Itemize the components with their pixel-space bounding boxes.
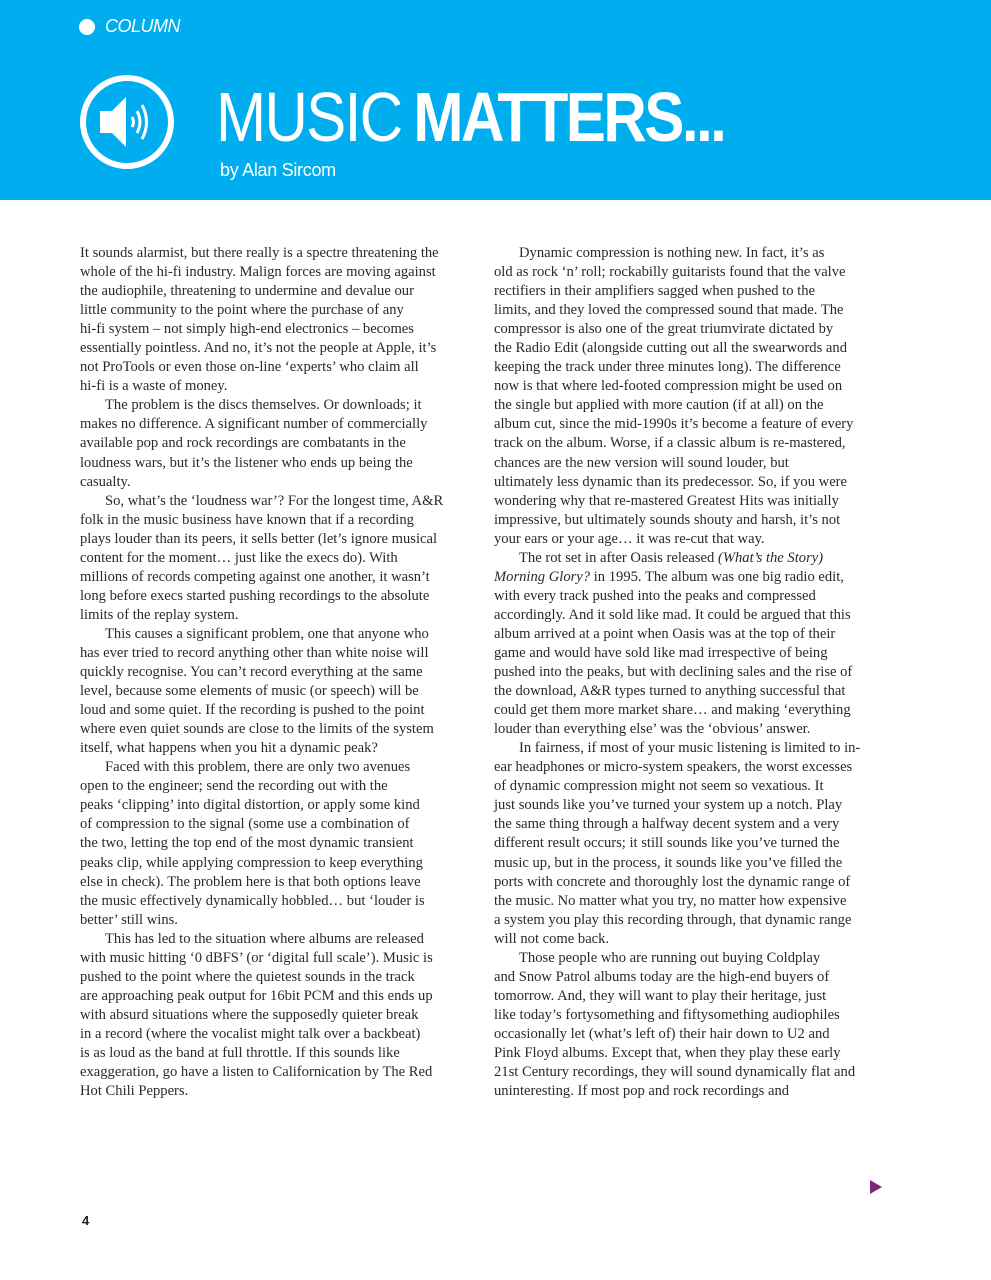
italic-title: Morning Glory? <box>494 568 591 585</box>
byline: by Alan Sircom <box>220 160 336 180</box>
text-line: uninteresting. If most pop and rock recordings and <box>494 1083 790 1100</box>
text-line: your ears or your age… it was re-cut that way. <box>494 530 765 547</box>
text-line: just sounds like you’ve turned your system up a notch. Play <box>494 797 843 814</box>
column-header <box>0 0 991 200</box>
text-line: In fairness, if most of your music listening is limited to in- <box>519 740 861 757</box>
text-line: loud and some quiet. If the recording is pushed to the point <box>80 702 425 719</box>
text-line: the Radio Edit (alongside cutting out all the swearwords and <box>494 340 848 357</box>
article-paragraph <box>494 549 894 739</box>
text-line: long before execs started pushing recordings to the absolute <box>80 587 430 604</box>
article-paragraph <box>80 930 480 1101</box>
text-line: could get them more market share… and making ‘everything <box>494 702 851 719</box>
text-line: the music. No matter what you try, no matter how expensive <box>494 892 847 909</box>
text-line: folk in the music business have known that if a recording <box>80 511 414 528</box>
text-line: with music hitting ‘0 dBFS’ (or ‘digital full scale’). Music is <box>80 949 433 966</box>
text-line: the audiophile, threatening to undermine and devalue our <box>80 283 414 300</box>
text-line: peaks clip, while applying compression to keep everything <box>80 854 423 871</box>
text-line: The problem is the discs themselves. Or downloads; it <box>105 397 422 414</box>
article-paragraph <box>80 758 480 929</box>
text-line: little community to the point where the purchase of any <box>80 302 404 319</box>
text-line: of compression to the signal (some use a combination of <box>80 816 410 833</box>
text-line: old as rock ‘n’ roll; rockabilly guitarists found that the valve <box>494 264 846 281</box>
section-kicker <box>79 16 180 37</box>
text-line: level, because some elements of music (or speech) will be <box>80 683 419 700</box>
article-paragraph <box>494 244 894 549</box>
text-line: essentially pointless. And no, it’s not the people at Apple, it’s <box>80 340 437 357</box>
text-line: open to the engineer; send the recording out with the <box>80 778 388 795</box>
text-line: It sounds alarmist, but there really is a spectre threatening the <box>80 245 439 261</box>
text-line: album cut, since the mid-1990s it’s become a feature of every <box>494 416 854 433</box>
text-line: where even quiet sounds are close to the limits of the system <box>80 721 434 738</box>
text-line: has ever tried to record anything other than white noise will <box>80 644 429 661</box>
text-line: the music effectively dynamically hobbled… but ‘louder is <box>80 892 425 909</box>
text-line <box>494 549 823 568</box>
text-segment: in 1995. The album was one big radio edit, <box>590 568 844 585</box>
text-line: limits of the replay system. <box>80 606 239 623</box>
text-line: chances are the new version will sound louder, but <box>494 454 789 471</box>
text-line: casualty. <box>80 473 131 490</box>
text-line: whole of the hi-fi industry. Malign forces are moving against <box>80 264 436 281</box>
text-segment: The rot set in after Oasis released <box>519 549 718 566</box>
text-line: in a record (where the vocalist might talk over a backbeat) <box>80 1025 421 1042</box>
title-bold: MATTERS... <box>413 78 725 156</box>
text-line: the single but applied with more caution (if at all) on the <box>494 397 824 414</box>
text-line: Faced with this problem, there are only two avenues <box>105 759 411 776</box>
text-line <box>494 568 844 587</box>
text-line: tomorrow. And, they will want to play their heritage, just <box>494 987 827 1004</box>
text-line: plays louder than its peers, it sells better (let’s ignore musical <box>80 530 438 547</box>
text-line: rectifiers in their amplifiers sagged when pushed to the <box>494 283 815 300</box>
text-line: is as loud as the band at full throttle. If this sounds like <box>80 1044 400 1061</box>
text-line: keeping the track under three minutes long). The difference <box>494 359 841 376</box>
text-line: Pink Floyd albums. Except that, when they play these early <box>494 1044 841 1061</box>
text-line: hi-fi is a waste of money. <box>80 378 228 395</box>
speaker-icon <box>80 75 174 169</box>
text-line: Those people who are running out buying Coldplay <box>519 949 821 966</box>
article-paragraph <box>494 739 894 949</box>
text-line: music up, but in the process, it sounds like you’ve filled the <box>494 854 843 871</box>
article-paragraph <box>80 625 480 758</box>
text-line: louder than everything else’ was the ‘obvious’ answer. <box>494 721 811 738</box>
text-line: pushed to the point where the quietest sounds in the track <box>80 968 415 985</box>
article-paragraph <box>80 244 480 396</box>
text-line: impressive, but ultimately sounds shouty and harsh, it’s not <box>494 511 841 528</box>
text-line: ultimately less dynamic than its predecessor. So, if you were <box>494 473 848 490</box>
text-line: itself, what happens when you hit a dynamic peak? <box>80 740 378 757</box>
text-line: a system you play this recording through, that dynamic range <box>494 911 852 928</box>
text-line: content for the moment… just like the execs do). With <box>80 549 398 566</box>
text-line: 21st Century recordings, they will sound dynamically flat and <box>494 1064 856 1081</box>
text-line: different result occurs; it still sounds like you’ve turned the <box>494 835 840 852</box>
article-column-left <box>80 244 480 1101</box>
bullet-dot-icon <box>79 19 95 35</box>
text-line: game and would have sold like mad irrespective of being <box>494 644 828 661</box>
text-line: accordingly. And it sold like mad. It could be argued that this <box>494 606 851 623</box>
text-line: ear headphones or micro-system speakers, the worst excesses <box>494 759 853 776</box>
text-line: wondering why that re-mastered Greatest Hits was initially <box>494 492 839 509</box>
article-paragraph <box>80 396 480 491</box>
text-line: This causes a significant problem, one that anyone who <box>105 625 429 642</box>
text-line: like today’s fortysomething and fiftysomething audiophiles <box>494 1006 840 1023</box>
text-line: now is that where led-footed compression might be used on <box>494 378 843 395</box>
text-line: loudness wars, but it’s the listener who ends up being the <box>80 454 413 471</box>
text-line: Dynamic compression is nothing new. In fact, it’s as <box>519 245 825 261</box>
text-line: the same thing through a halfway decent system and a very <box>494 816 840 833</box>
text-line: So, what’s the ‘loudness war’? For the longest time, A&R <box>105 492 444 509</box>
page-title <box>216 78 725 156</box>
italic-title: (What’s the Story) <box>717 549 824 566</box>
text-line: compressor is also one of the great triumvirate dictated by <box>494 321 834 338</box>
text-line: makes no difference. A significant number of commercially <box>80 416 428 433</box>
text-line: available pop and rock recordings are combatants in the <box>80 435 406 452</box>
text-line: peaks ‘clipping’ into digital distortion, or apply some kind <box>80 797 420 814</box>
text-line: ports with concrete and thoroughly lost the dynamic range of <box>494 873 851 890</box>
page-number: 4 <box>82 1213 90 1228</box>
text-line: are approaching peak output for 16bit PCM and this ends up <box>80 987 433 1004</box>
text-line: pushed into the peaks, but with declining sales and the rise of <box>494 664 853 681</box>
text-line: better’ still wins. <box>80 911 178 928</box>
text-line: and Snow Patrol albums today are the high-end buyers of <box>494 968 830 985</box>
text-line: occasionally let (what’s left of) their hair down to U2 and <box>494 1025 830 1042</box>
text-line: hi-fi system – not simply high-end electronics – becomes <box>80 321 414 338</box>
text-line: limits, and they loved the compressed sound that made. The <box>494 302 844 319</box>
text-line: else in check). The problem here is that both options leave <box>80 873 421 890</box>
text-line: millions of records competing against one another, it wasn’t <box>80 568 430 585</box>
text-line: the two, letting the top end of the most dynamic transient <box>80 835 414 852</box>
text-line: not ProTools or even those on-line ‘experts’ who claim all <box>80 359 419 376</box>
article-paragraph <box>494 949 894 1101</box>
text-line: of dynamic compression might not seem so vexatious. It <box>494 778 824 795</box>
text-line: track on the album. Worse, if a classic album is re-mastered, <box>494 435 846 452</box>
text-line: quickly recognise. You can’t record everything at the same <box>80 664 423 681</box>
play-arrow-icon <box>870 1180 882 1194</box>
text-line: with every track pushed into the peaks and compressed <box>494 587 816 604</box>
text-line: This has led to the situation where albums are released <box>105 930 424 947</box>
article-paragraph <box>80 492 480 625</box>
title-light: MUSIC <box>216 78 402 156</box>
article-column-right <box>494 244 894 1101</box>
kicker-label: COLUMN <box>105 16 181 36</box>
text-line: with absurd situations where the supposedly quieter break <box>80 1006 419 1023</box>
text-line: Hot Chili Peppers. <box>80 1083 189 1100</box>
text-line: exaggeration, go have a listen to Californication by The Red <box>80 1064 433 1081</box>
text-line: the download, A&R types turned to anything successful that <box>494 683 846 700</box>
text-line: will not come back. <box>494 930 610 947</box>
text-line: album arrived at a point when Oasis was at the top of their <box>494 625 836 642</box>
